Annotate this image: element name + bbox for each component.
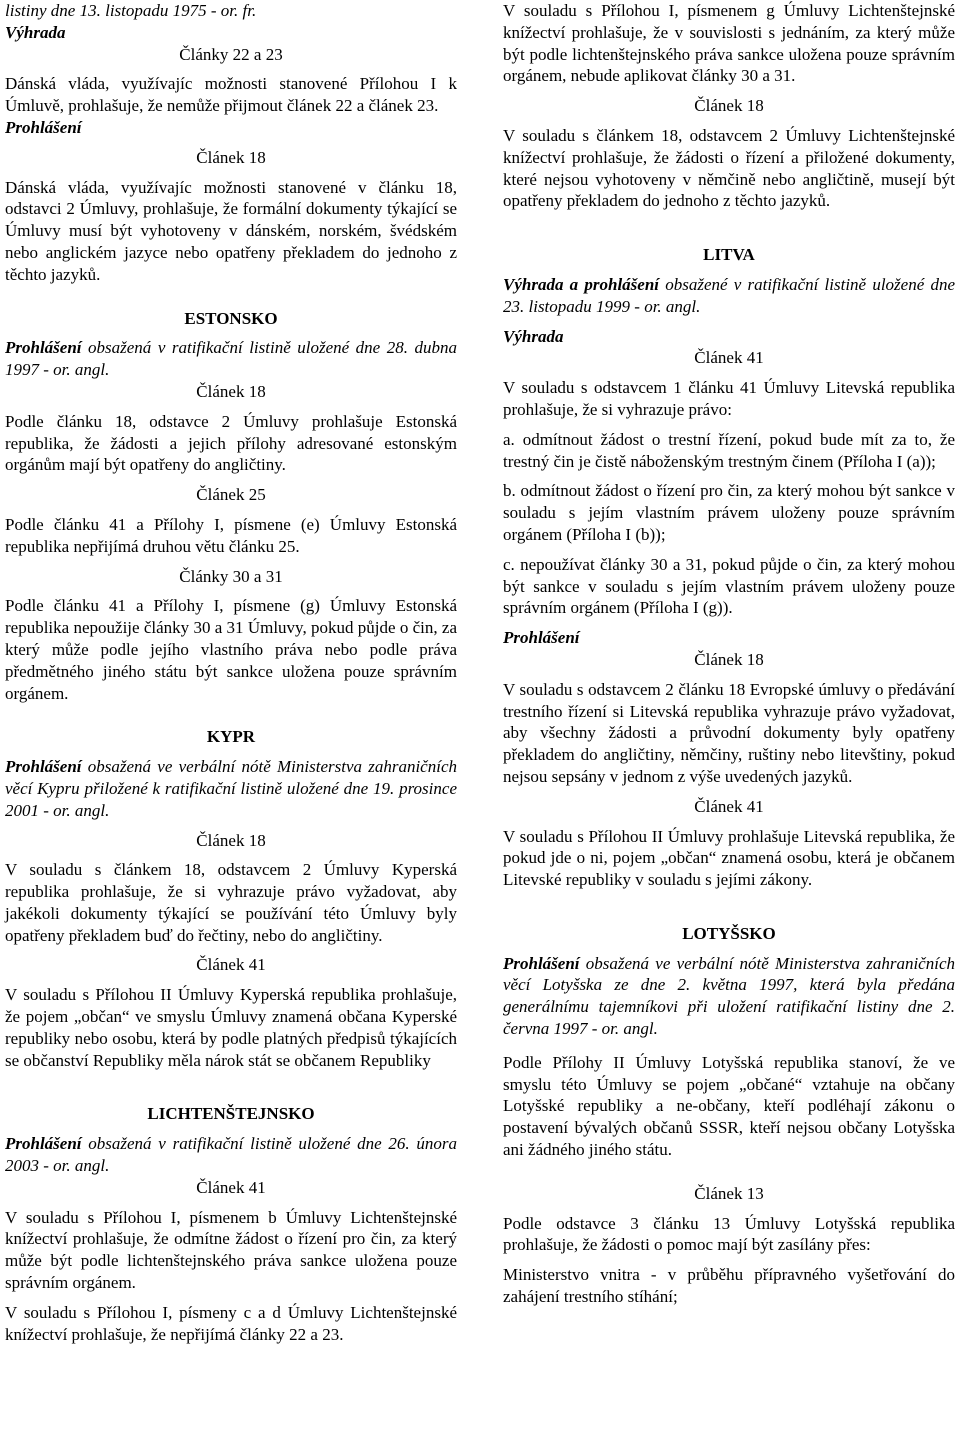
list-item: b. odmítnout žádost o řízení pro čin, za který mohou být sankce v souladu s jejím vlastním právem uloženy pouze správním orgánem (Příloha I (b)); (503, 481, 955, 544)
declaration-intro (5, 756, 457, 821)
paragraph: V souladu s odstavcem 1 článku 41 Úmluvy Litevská republika prohlašuje, že si vyhrazuje právo: (503, 378, 955, 419)
country-heading-lichtenstejnsko: LICHTENŠTEJNSKO (147, 1104, 315, 1124)
section-label-prohlaseni: Prohlášení (503, 628, 580, 648)
list-item: a. odmítnout žádost o trestní řízení, pokud bude mít za to, že trestný čin je čistě náboženským trestným činem (Příloha I (a)); (503, 429, 955, 471)
article-heading: Článek 41 (196, 1177, 266, 1197)
paragraph: Podle odstavce 3 článku 13 Úmluvy Lotyšská republika prohlašuje, že žádosti o pomoc mají být zasílány přes: (503, 1213, 955, 1255)
article-heading: Článek 18 (196, 830, 266, 850)
declaration-intro (503, 953, 955, 1040)
left-column (5, 0, 457, 1345)
article-heading: Článek 18 (694, 96, 764, 116)
article-heading: Články 22 a 23 (179, 44, 283, 64)
article-heading: Článek 25 (196, 485, 266, 505)
paragraph: V souladu s článkem 18, odstavcem 2 Úmluvy Lichtenštejnské knížectví prohlašuje, že žádosti o řízení a přiložené dokumenty, které nejsou vyhotoveny v němčině nebo angličtině, musejí být opatřeny překladem do jednoho z těchto jazyků. (503, 125, 955, 211)
declaration-intro-text: obsažená ve verbální nótě Ministerstva zahraničních věcí Kypru přiložené k ratifikační listině uložené dne 19. prosince 2001 - or. angl. (5, 757, 457, 820)
country-heading-estonsko: ESTONSKO (184, 308, 278, 328)
article-heading: Článek 41 (196, 955, 266, 975)
declaration-intro (5, 1133, 457, 1177)
paragraph: V souladu s Přílohou I, písmenem b Úmluvy Lichtenštejnské knížectví prohlašuje, že odmítne žádost o řízení pro čin, za který může být podle lichtenštejnského práva sankce uložena pouze správním orgánem. (5, 1207, 457, 1293)
list-item: c. nepoužívat články 30 a 31, pokud půjde o čin, za který mohou být sankce v souladu s jejím vlastním právem uloženy pouze správním orgánem (Příloha I (g)). (503, 554, 955, 618)
country-heading-kypr: KYPR (206, 727, 256, 747)
paragraph: Podle článku 18, odstavce 2 Úmluvy prohlašuje Estonská republika, že žádosti a jejich přílohy adresované estonským orgánům mají být opatřeny do angličtiny. (5, 411, 457, 475)
paragraph: Podle článku 41 a Přílohy I, písmene (g) Úmluvy Estonská republika nepoužije články 30 a 31 Úmluvy, pokud půjde o čin, za který může podle jejího vlastního práva nebo podle práva předmětného jiného státu být sankce uložena pouze správním orgánem. (5, 596, 457, 703)
article-heading: Článek 41 (694, 348, 764, 368)
article-heading: Článek 18 (196, 381, 266, 401)
declaration-intro-text: obsažená v ratifikační listině uložené dne 28. dubna 1997 - or. angl. (5, 338, 457, 380)
paragraph: Podle Přílohy II Úmluvy Lotyšská republika stanoví, že ve smyslu této Úmluvy se pojem „občané“ vztahuje na občany Lotyšské republiky a ne-občany, kteří podléhají zákonu o postavení bývalých občanů SSSR, kteří nejsou občany Lotyšska ani žádného jiného státu. (503, 1052, 955, 1160)
country-heading-litva: LITVA (703, 245, 755, 265)
continuation-line: listiny dne 13. listopadu 1975 - or. fr. (5, 1, 257, 20)
declaration-intro (5, 337, 457, 381)
section-label-vyhrada: Výhrada (5, 22, 66, 42)
section-label-prohlaseni: Prohlášení (5, 1134, 82, 1154)
paragraph: V souladu s Přílohou II Úmluvy prohlašuje Litevská republika, že pokud jde o ni, pojem „občan“ znamená osobu, která je občanem Litevské republiky v souladu s jejími zákony. (503, 826, 955, 890)
paragraph: V souladu s Přílohou I, písmeny c a d Úmluvy Lichtenštejnské knížectví prohlašuje, že nepřijímá články 22 a 23. (5, 1302, 457, 1344)
paragraph: Podle článku 41 a Přílohy I, písmene (e) Úmluvy Estonská republika nepřijímá druhou větu článku 25. (5, 514, 457, 556)
paragraph: V souladu s odstavcem 2 článku 18 Evropské úmluvy o předávání trestního řízení si Litevská republika vyhrazuje právo vyžadovat, aby všechny žádosti a průvodní dokumenty byly opatřeny překladem do angličtiny, němčiny, ruštiny nebo litevštiny, pokud nejsou sepsány v jednom z výše uvedených jazyků. (503, 679, 955, 786)
right-column (503, 0, 955, 1308)
section-label-vyhrada: Výhrada (503, 326, 564, 346)
paragraph: V souladu s článkem 18, odstavcem 2 Úmluvy Kyperská republika prohlašuje, že si vyhrazuje právo vyžadovat, aby jakékoli dokumenty týkající se používání této Úmluvy byly opatřeny překladem buď do řečtiny, nebo do angličtiny. (5, 860, 457, 945)
section-label-vyhrada-prohlaseni: Výhrada a prohlášení (503, 274, 660, 294)
section-label-prohlaseni: Prohlášení (503, 953, 580, 973)
article-heading: Článek 41 (694, 796, 764, 816)
section-label-prohlaseni: Prohlášení (5, 338, 82, 358)
paragraph: V souladu s Přílohou I, písmenem g Úmluvy Lichtenštejnské knížectví prohlašuje, že v souvislosti s jednáním, za který může být podle lichtenštejnského práva sankce uložena pouze správním orgánem, nebude aplikovat články 30 a 31. (503, 1, 955, 86)
declaration-intro (503, 274, 955, 318)
paragraph: Dánská vláda, využívajíc možnosti stanovené v článku 18, odstavci 2 Úmluvy, prohlašuje, že formální dokumenty týkající se Úmluvy musí být vyhotoveny v dánském, norském, švédském nebo anglickém jazyce nebo opatřeny překladem do jednoho z těchto jazyků. (5, 177, 457, 284)
declaration-intro-text: obsažená v ratifikační listině uložené dne 26. února 2003 - or. angl. (5, 1134, 457, 1176)
declaration-intro-text: obsažené v ratifikační listině uložené dne 23. listopadu 1999 - or. angl. (503, 274, 955, 316)
article-heading: Článek 13 (694, 1183, 764, 1203)
article-heading: Článek 18 (694, 649, 764, 669)
section-label-prohlaseni: Prohlášení (5, 117, 82, 137)
article-heading: Články 30 a 31 (179, 566, 283, 586)
paragraph: V souladu s Přílohou II Úmluvy Kyperská republika prohlašuje, že pojem „občan“ ve smyslu Úmluvy znamená občana Kyperské republiky nebo osobu, která by podle platných předpisů týkajících se občanství Republiky měla nárok stát se občanem Republiky (5, 985, 457, 1070)
section-label-prohlaseni: Prohlášení (5, 757, 82, 777)
declaration-intro-text: obsažená ve verbální nótě Ministerstva zahraničních věcí Lotyšska ze dne 2. května 1997, která byla předána generálnímu tajemníkovi při uložení ratifikační listiny dne 2. června 1997 - or. angl. (503, 953, 955, 1039)
paragraph: Ministerstvo vnitra - v průběhu přípravného vyšetřování do zahájení trestního stíhání; (503, 1265, 955, 1307)
country-heading-lotyssko: LOTYŠSKO (682, 923, 776, 943)
paragraph: Dánská vláda, využívajíc možnosti stanovené Přílohou I k Úmluvě, prohlašuje, že nemůže přijmout článek 22 a článek 23. (5, 74, 457, 116)
article-heading: Článek 18 (196, 147, 266, 167)
